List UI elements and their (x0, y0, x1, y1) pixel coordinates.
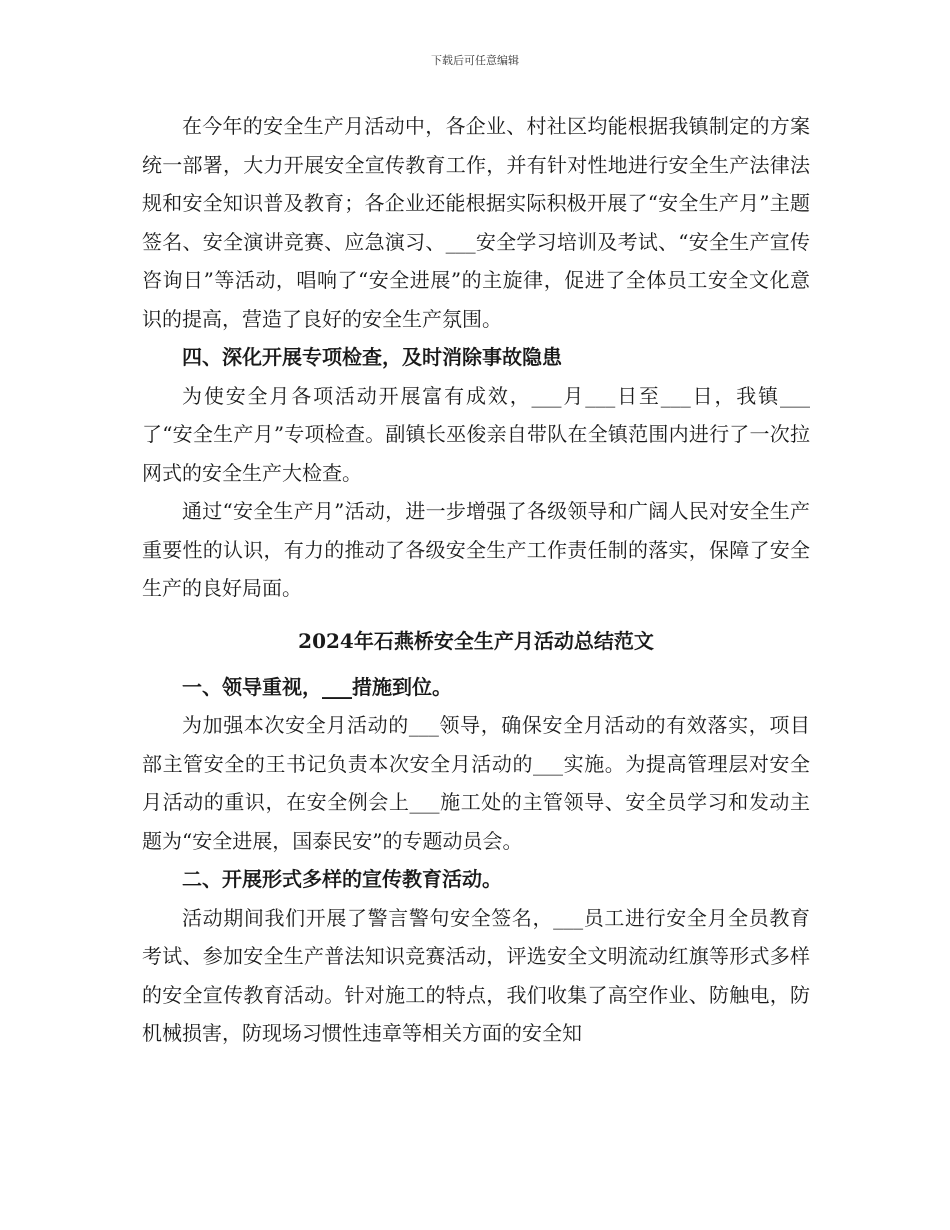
section-heading-1: 一、领导重视，___措施到位。 (182, 674, 452, 699)
paragraph-leadership: 为加强本次安全月活动的___领导，确保安全月活动的有效落实，项目部主管安全的王书记负责本次安全月活动的___实施。为提高管理层对安全月活动的重识，在安全例会上___施工处的主管领导、安全员学习和发动主题为“安全进展，国泰民安”的专题动员会。 (142, 713, 810, 853)
article-title: 2024年石燕桥安全生产月活动总结范文 (298, 628, 654, 653)
paragraph-activities: 在今年的安全生产月活动中，各企业、村社区均能根据我镇制定的方案统一部署，大力开展安全宣传教育工作，并有针对性地进行安全生产法律法规和安全知识普及教育；各企业还能根据实际积极开展了“安全生产月”主题签名、安全演讲竞赛、应急演习、___安全学习培训及考试、“安全生产宣传咨询日”等活动，唱响了“安全进展”的主旋律，促进了全体员工安全文化意识的提高，营造了良好的安全生产氛围。 (142, 114, 810, 331)
section-heading-2: 二、开展形式多样的宣传教育活动。 (182, 867, 502, 891)
page-header: 下载后可任意编辑 (431, 54, 519, 67)
document-body (142, 107, 810, 1053)
section-heading-4: 四、深化开展专项检查，及时消除事故隐患 (182, 345, 562, 369)
paragraph-inspection: 为使安全月各项活动开展富有成效，___月___日至___日，我镇___了“安全生产月”专项检查。副镇长巫俊亲自带队在全镇范围内进行了一次拉网式的安全生产大检查。 (142, 383, 810, 485)
paragraph-conclusion: 通过“安全生产月”活动，进一步增强了各级领导和广阔人民对安全生产重要性的认识，有力的推动了各级安全生产工作责任制的落实，保障了安全生产的良好局面。 (142, 499, 810, 600)
paragraph-education: 活动期间我们开展了警言警句安全签名，___员工进行安全月全员教育考试、参加安全生产普法知识竞赛活动，评选安全文明流动红旗等形式多样的安全宣传教育活动。针对施工的特点，我们收集了高空作业、防触电，防机械损害，防现场习惯性违章等相关方面的安全知 (142, 905, 810, 1045)
